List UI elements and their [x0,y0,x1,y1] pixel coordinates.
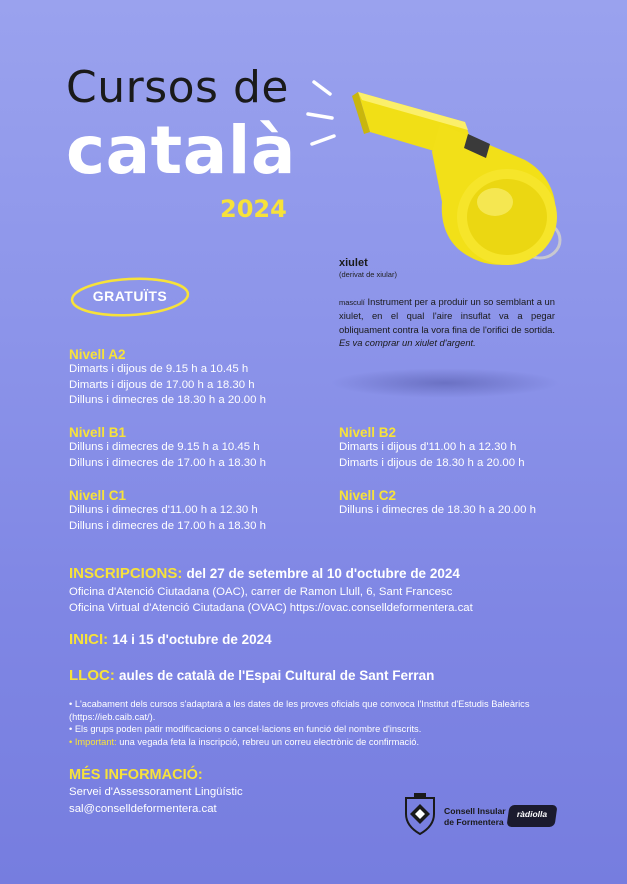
dictionary-example: Es va comprar un xiulet d'argent. [339,337,476,349]
note-important-label: • Important: [69,736,117,747]
schedule-line: Dilluns i dimecres de 17.00 h a 18.30 h [69,519,266,532]
schedule-line: Dimarts i dijous de 9.15 h a 10.45 h [69,363,249,375]
dictionary-definition [339,295,555,350]
dictionary-grammar: masculí [339,298,365,307]
notes-list [69,698,579,748]
dictionary-derivation: (derivat de xiular) [339,270,397,279]
note-item: • L'acabament dels cursos s'adaptarà a les dates de les proves oficials que convoca l'Institut d'Estudis Baleàrics (https://ieb.caib.cat/). [69,699,530,722]
inscriptions-oac: Oficina d'Atenció Ciutadana (OAC), carrer de Ramon Llull, 6, Sant Francesc [69,586,453,598]
more-info-title: MÉS INFORMACIÓ: [69,767,203,783]
level-title: Nivell A2 [69,347,126,362]
inscriptions-label: INSCRIPCIONS: [69,565,183,582]
level-c1 [69,488,266,534]
inscriptions-dates: del 27 de setembre al 10 d'octubre de 2024 [186,566,460,581]
schedule-line: Dimarts i dijous de 17.00 h a 18.30 h [69,378,255,391]
dictionary-word: xiulet [339,257,368,269]
dictionary-definition-text: Instrument per a produir un so semblant a un xiulet, en el qual l'aire insuflat va a pegar obliquament contra la vora fina de l'orifici de sortida. [339,296,555,335]
schedule-line: Dimarts i dijous de 18.30 h a 20.00 h [339,456,525,469]
level-b1 [69,425,266,471]
inscriptions-section [69,565,473,616]
location-section [69,667,434,684]
consell-insular-logo-icon [400,792,440,836]
level-title: Nivell C2 [339,488,397,503]
inscriptions-ovac: Oficina Virtual d'Atenció Ciutadana (OVAC) https://ovac.conselldeformentera.cat [69,602,473,614]
consell-insular-logo-text [444,806,506,827]
more-info-email[interactable]: sal@conselldeformentera.cat [69,803,217,815]
level-a2 [69,347,266,409]
schedule-line: Dilluns i dimecres de 9.15 h a 10.45 h [69,441,260,453]
schedule-line: Dimarts i dijous d'11.00 h a 12.30 h [339,441,517,453]
location-label: LLOC: [69,667,115,684]
whistle-shadow [330,368,560,398]
year-label: 2024 [220,195,287,223]
start-label: INICI: [69,631,109,648]
radio-illa-logo-text: ràdiolla [516,809,548,819]
level-title: Nivell B2 [339,425,397,440]
free-badge: GRATUÏTS [92,288,168,304]
note-important-text: una vegada feta la inscripció, rebreu un correu electrònic de confirmació. [119,736,420,747]
level-b2 [339,425,525,471]
level-title: Nivell C1 [69,488,127,503]
logo-line: de Formentera [444,816,504,827]
whistle-icon [300,52,570,272]
note-item: • Els grups poden patir modificacions o cancel·lacions en funció del nombre d'inscrits. [69,724,422,735]
level-c2 [339,488,536,519]
schedule-line: Dilluns i dimecres de 18.30 h a 20.00 h [69,394,266,406]
start-dates: 14 i 15 d'octubre de 2024 [112,632,272,647]
schedule-line: Dilluns i dimecres d'11.00 h a 12.30 h [69,504,258,516]
logo-line: Consell Insular [444,806,506,816]
location-value: aules de català de l'Espai Cultural de Sant Ferran [119,668,435,683]
schedule-line: Dilluns i dimecres de 17.00 h a 18.30 h [69,456,266,469]
note-item [69,736,579,749]
title-line-2: català [66,112,296,189]
title-line-1: Cursos de [66,62,289,113]
schedule-line: Dilluns i dimecres de 18.30 h a 20.00 h [339,504,536,516]
more-info-service: Servei d'Assessorament Lingüístic [69,786,243,798]
start-section [69,631,272,648]
level-title: Nivell B1 [69,425,127,440]
